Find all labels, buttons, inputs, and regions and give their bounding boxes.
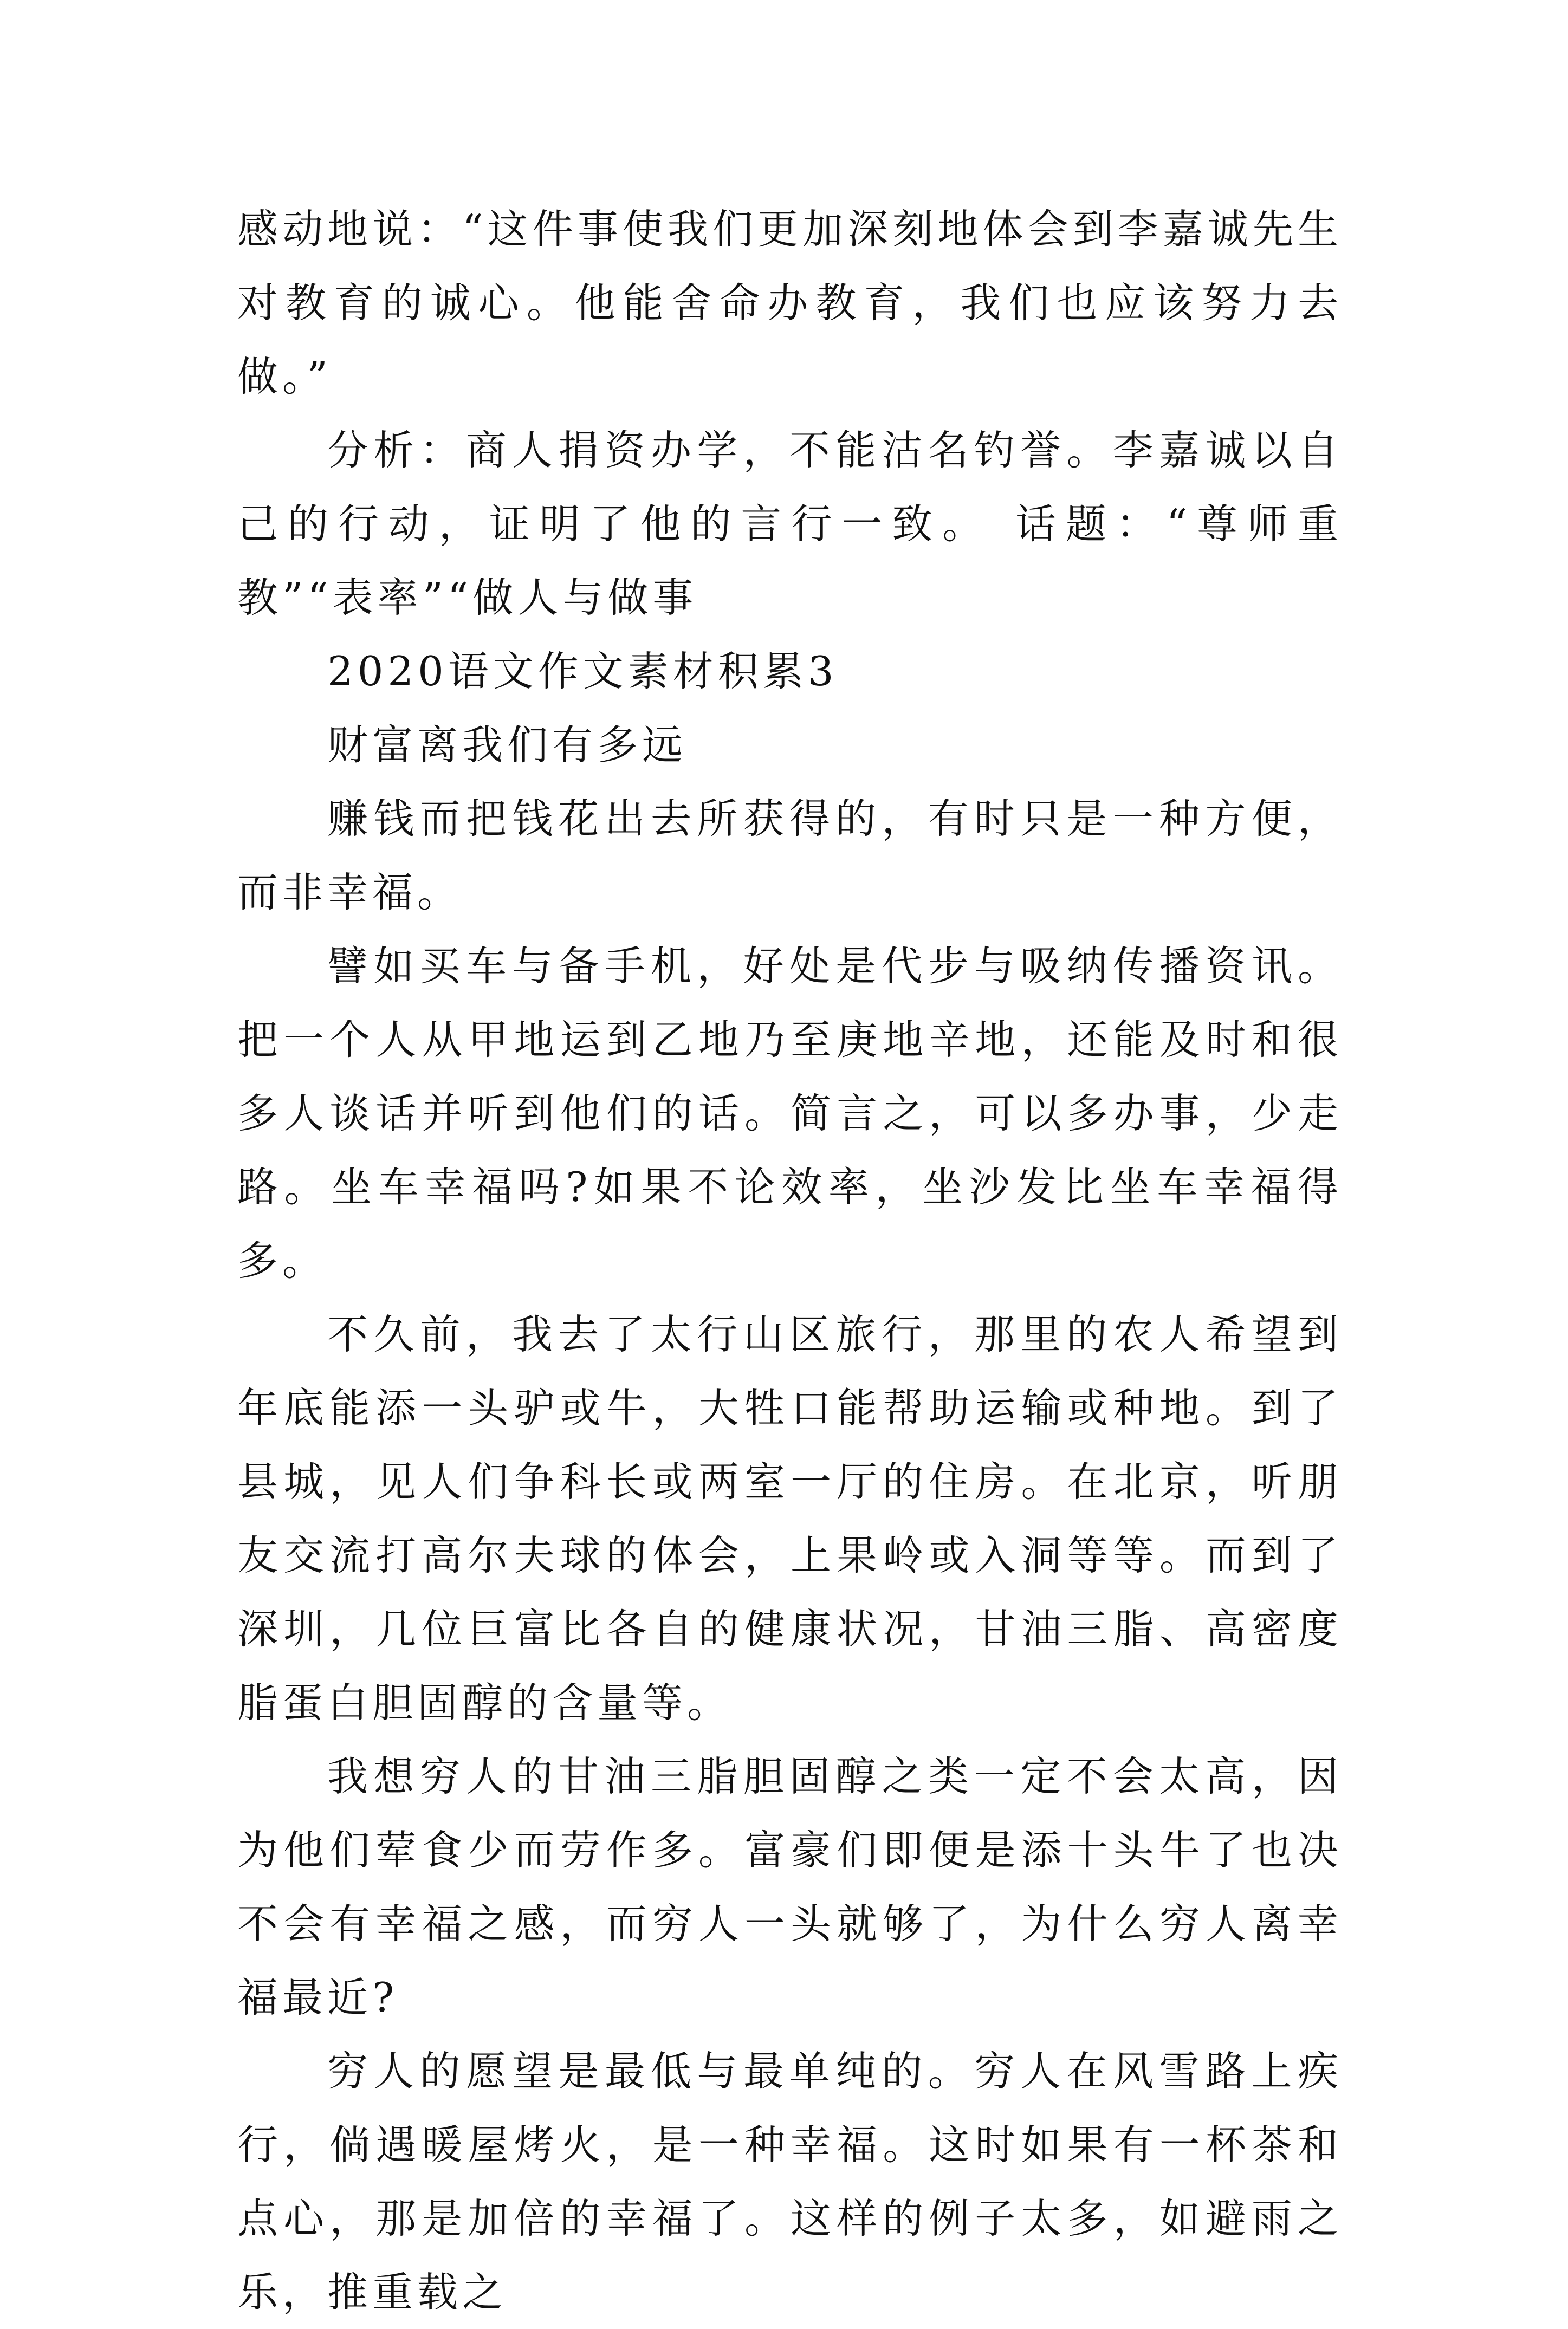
paragraph-analysis: 分析：商人捐资办学，不能沽名钓誉。李嘉诚以自己的行动，证明了他的言行一致。 话题：“尊师重教”“表率”“做人与做事 [237,426,1343,621]
paragraph-continuation: 感动地说：“这件事使我们更加深刻地体会到李嘉诚先生对教育的诚心。他能舍命办教育，我们也应该努力去做。” [237,205,1343,400]
paragraph: 穷人的愿望是最低与最单纯的。穷人在风雪路上疾行，倘遇暖屋烤火，是一种幸福。这时如果有一杯茶和点心，那是加倍的幸福了。这样的例子太多，如避雨之乐，推重载之 [237,2047,1343,2316]
paragraph: 不久前，我去了太行山区旅行，那里的农人希望到年底能添一头驴或牛，大牲口能帮助运输或种地。到了县城，见人们争科长或两室一厅的住房。在北京，听朋友交流打高尔夫球的体会，上果岭或入洞等等。而到了深圳，几位巨富比各自的健康状况，甘油三脂、高密度脂蛋白胆固醇的含量等。 [237,1311,1343,1727]
article-title: 财富离我们有多远 [327,721,688,769]
section-heading: 2020语文作文素材积累3 [327,647,838,695]
paragraph: 譬如买车与备手机，好处是代步与吸纳传播资讯。把一个人从甲地运到乙地乃至庚地辛地，还能及时和很多人谈话并听到他们的话。简言之，可以多办事，少走路。坐车幸福吗?如果不论效率，坐沙发比坐车幸福得多。 [237,942,1343,1284]
paragraph: 赚钱而把钱花出去所获得的，有时只是一种方便，而非幸福。 [237,795,1343,916]
document-body [237,192,1343,2329]
paragraph: 我想穷人的甘油三脂胆固醇之类一定不会太高，因为他们荤食少而劳作多。富豪们即便是添十头牛了也决不会有幸福之感，而穷人一头就够了，为什么穷人离幸福最近? [237,1753,1343,2021]
